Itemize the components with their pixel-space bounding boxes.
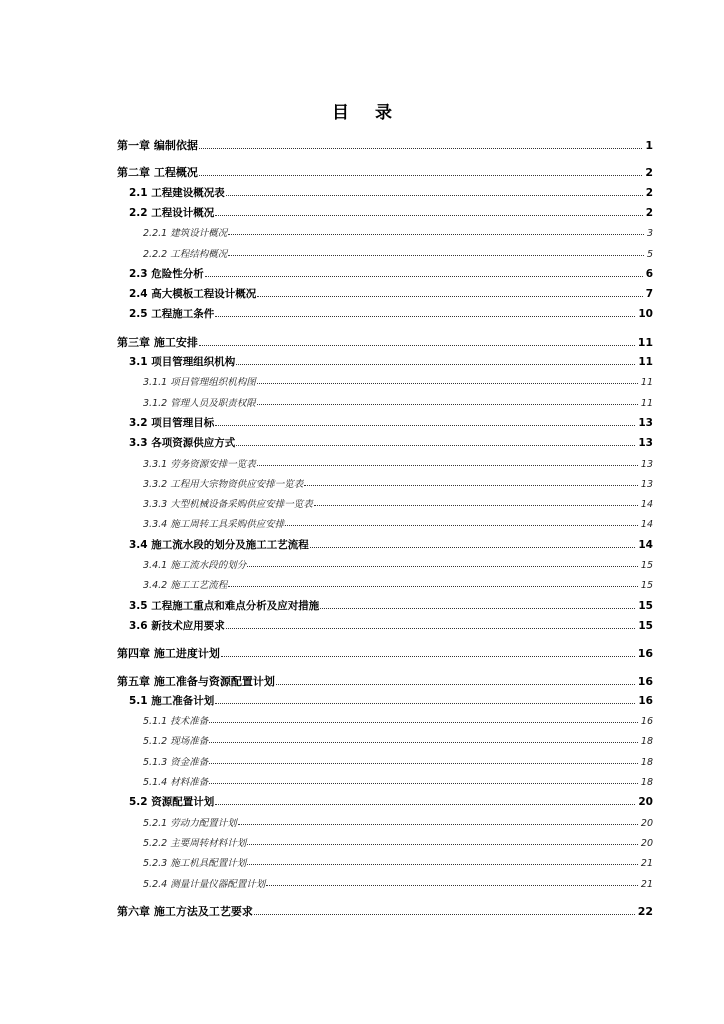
- toc-entry-label: 2.2 工程设计概况: [129, 206, 215, 219]
- toc-dot-leader: [226, 627, 636, 629]
- toc-page-number: 20: [640, 837, 653, 849]
- toc-subsection-entry[interactable]: [117, 374, 653, 388]
- toc-page-number: 5: [646, 248, 653, 260]
- toc-page-number: 11: [640, 377, 653, 389]
- toc-page-number: 21: [640, 858, 653, 870]
- toc-dot-leader: [199, 174, 643, 176]
- toc-chapter-entry[interactable]: [117, 164, 653, 180]
- toc-subsection-entry[interactable]: [117, 713, 653, 727]
- toc-subsection-entry[interactable]: [117, 876, 653, 890]
- toc-page-number: 16: [637, 647, 653, 661]
- toc-entry-label: 第一章 编制依据: [117, 139, 198, 152]
- toc-page-number: 13: [638, 437, 653, 450]
- toc-entry-label: 5.2.2 主要周转材料计划: [143, 837, 247, 849]
- toc-subsection-entry[interactable]: [117, 456, 653, 470]
- toc-page-number: 7: [645, 288, 653, 301]
- toc-subsection-entry[interactable]: [117, 733, 653, 747]
- toc-section-entry[interactable]: [117, 185, 653, 200]
- toc-dot-leader: [209, 762, 638, 764]
- toc-dot-leader: [236, 444, 635, 446]
- toc-subsection-entry[interactable]: [117, 754, 653, 768]
- toc-entry-label: 2.4 高大模板工程设计概况: [129, 288, 257, 301]
- toc-chapter-entry[interactable]: [117, 645, 653, 661]
- toc-dot-leader: [209, 782, 638, 784]
- toc-subsection-entry[interactable]: [117, 855, 653, 869]
- toc-dot-leader: [209, 741, 638, 743]
- toc-chapter-entry[interactable]: [117, 334, 653, 350]
- toc-subsection-entry[interactable]: [117, 476, 653, 490]
- toc-page-number: 15: [638, 619, 653, 632]
- toc-page-number: 13: [640, 458, 653, 470]
- toc-entry-label: 3.4.1 施工流水段的划分: [143, 560, 247, 571]
- toc-entry-label: 第四章 施工进度计划: [117, 647, 220, 661]
- toc-dot-leader: [209, 721, 638, 723]
- toc-page-number: 18: [640, 777, 653, 788]
- toc-dot-leader: [236, 363, 635, 365]
- toc-entry-label: 3.4 施工流水段的划分及施工工艺流程: [129, 538, 309, 551]
- toc-page-number: 20: [638, 796, 653, 809]
- toc-entry-label: 5.2.1 劳动力配置计划: [143, 817, 237, 829]
- toc-subsection-entry[interactable]: [117, 774, 653, 788]
- toc-dot-leader: [254, 913, 635, 915]
- toc-section-entry[interactable]: [117, 286, 653, 301]
- toc-entry-label: 3.3.3 大型机械设备采购供应安排一览表: [143, 499, 313, 511]
- toc-page-number: 11: [638, 356, 653, 368]
- toc-dot-leader: [285, 524, 638, 526]
- toc-dot-leader: [215, 315, 635, 317]
- toc-dot-leader: [310, 546, 636, 548]
- toc-entry-label: 5.1.4 材料准备: [143, 777, 209, 788]
- toc-subsection-entry[interactable]: [117, 225, 653, 239]
- toc-entry-label: 第三章 施工安排: [117, 335, 198, 349]
- toc-dot-leader: [238, 823, 638, 825]
- toc-chapter-entry[interactable]: [117, 903, 653, 919]
- toc-dot-leader: [266, 884, 638, 886]
- toc-page-number: 20: [640, 817, 653, 829]
- toc-entry-label: 3.3.2 工程用大宗物资供应安排一览表: [143, 478, 304, 490]
- toc-page-number: 22: [637, 904, 653, 918]
- toc-page-number: 16: [637, 674, 653, 688]
- toc-entry-label: 3.5 工程施工重点和难点分析及应对措施: [129, 599, 320, 612]
- toc-dot-leader: [215, 702, 635, 704]
- toc-entry-label: 3.4.2 施工工艺流程: [143, 580, 228, 592]
- toc-dot-leader: [228, 254, 644, 256]
- toc-page-number: 13: [638, 416, 653, 429]
- toc-dot-leader: [257, 295, 642, 297]
- toc-entry-label: 5.2.4 测量计量仪器配置计划: [143, 878, 266, 890]
- toc-section-entry[interactable]: [117, 537, 653, 552]
- toc-page-number: 16: [640, 716, 653, 728]
- toc-chapter-entry[interactable]: [117, 137, 653, 153]
- toc-section-entry[interactable]: [117, 266, 653, 281]
- toc-page-number: 16: [638, 694, 653, 707]
- toc-dot-leader: [199, 147, 643, 149]
- toc-chapter-entry[interactable]: [117, 673, 653, 689]
- toc-entry-label: 3.3 各项资源供应方式: [129, 437, 236, 450]
- toc-page-number: 11: [637, 335, 653, 349]
- toc-entry-label: 第二章 工程概况: [117, 166, 198, 180]
- toc-entry-label: 2.1 工程建设概况表: [129, 186, 225, 199]
- toc-page-number: 6: [645, 267, 653, 280]
- toc-page-number: 2: [645, 166, 653, 180]
- toc-entry-label: 5.1.2 现场准备: [143, 736, 209, 748]
- toc-page-number: 3: [646, 228, 653, 240]
- toc-page-number: 15: [640, 560, 653, 571]
- toc-page-number: 2: [645, 206, 653, 219]
- toc-page-number: 15: [640, 580, 653, 592]
- toc-section-entry[interactable]: [117, 306, 653, 321]
- toc-dot-leader: [247, 565, 638, 567]
- toc-dot-leader: [205, 275, 643, 277]
- toc-entry-label: 5.1.3 资金准备: [143, 756, 209, 768]
- toc-subsection-entry[interactable]: [117, 835, 653, 849]
- toc-dot-leader: [228, 233, 644, 235]
- toc-dot-leader: [221, 655, 635, 657]
- toc-page-number: 13: [640, 478, 653, 490]
- toc-section-entry[interactable]: [117, 354, 653, 369]
- toc-dot-leader: [226, 194, 643, 196]
- toc-entry-label: 3.3.4 施工周转工具采购供应安排: [143, 519, 285, 531]
- toc-dot-leader: [304, 484, 638, 486]
- toc-entry-label: 第五章 施工准备与资源配置计划: [117, 674, 275, 688]
- toc-entry-label: 3.6 新技术应用要求: [129, 619, 225, 632]
- toc-subsection-entry[interactable]: [117, 395, 653, 409]
- toc-section-entry[interactable]: [117, 415, 653, 430]
- toc-dot-leader: [215, 214, 642, 216]
- toc-page-number: 2: [645, 186, 653, 199]
- toc-page-number: 21: [640, 878, 653, 890]
- toc-entry-label: 第六章 施工方法及工艺要求: [117, 904, 253, 918]
- toc-subsection-entry[interactable]: [117, 516, 653, 530]
- toc-entry-label: 2.2.1 建筑设计概况: [143, 228, 228, 240]
- toc-entry-label: 3.2 项目管理目标: [129, 416, 215, 429]
- toc-dot-leader: [215, 424, 635, 426]
- toc-dot-leader: [247, 843, 638, 845]
- page-title: 目 录: [332, 103, 402, 123]
- toc-entry-label: 2.2.2 工程结构概况: [143, 248, 228, 260]
- toc-entry-label: 5.2.3 施工机具配置计划: [143, 858, 247, 870]
- toc-dot-leader: [257, 403, 638, 405]
- toc-dot-leader: [314, 504, 638, 506]
- toc-entry-label: 3.1.1 项目管理组织机构图: [143, 377, 256, 389]
- toc-page-number: 18: [640, 756, 653, 768]
- toc-section-entry[interactable]: [117, 435, 653, 450]
- toc-page-number: 1: [645, 139, 653, 152]
- toc-page-number: 18: [640, 736, 653, 748]
- toc-page-number: 11: [640, 397, 653, 409]
- toc-subsection-entry[interactable]: [117, 496, 653, 510]
- toc-entry-label: 5.2 资源配置计划: [129, 796, 215, 809]
- toc-dot-leader: [320, 607, 635, 609]
- toc-entry-label: 3.1.2 管理人员及职责权限: [143, 397, 256, 409]
- toc-entry-label: 2.3 危险性分析: [129, 267, 204, 280]
- toc-subsection-entry[interactable]: [117, 557, 653, 571]
- toc-section-entry[interactable]: [117, 693, 653, 708]
- toc-page-number: 14: [640, 499, 653, 511]
- toc-section-entry[interactable]: [117, 618, 653, 633]
- toc-entry-label: 2.5 工程施工条件: [129, 308, 215, 321]
- toc-dot-leader: [257, 382, 638, 384]
- toc-entry-label: 5.1 施工准备计划: [129, 694, 215, 707]
- toc-dot-leader: [228, 585, 638, 587]
- toc-dot-leader: [276, 683, 635, 685]
- toc-page-number: 14: [640, 519, 653, 531]
- toc-section-entry[interactable]: [117, 205, 653, 220]
- toc-dot-leader: [257, 464, 638, 466]
- toc-dot-leader: [215, 803, 635, 805]
- toc-section-entry[interactable]: [117, 598, 653, 613]
- toc-dot-leader: [199, 344, 635, 346]
- toc-page-number: 10: [638, 308, 653, 321]
- toc-section-entry[interactable]: [117, 794, 653, 809]
- toc-entry-label: 3.1 项目管理组织机构: [129, 356, 236, 368]
- toc-page-number: 15: [638, 599, 653, 612]
- toc-page-number: 14: [638, 538, 653, 551]
- toc-subsection-entry[interactable]: [117, 577, 653, 591]
- toc-dot-leader: [247, 863, 638, 865]
- toc-entry-label: 5.1.1 技术准备: [143, 716, 209, 728]
- toc-entry-label: 3.3.1 劳务资源安排一览表: [143, 458, 256, 470]
- toc-subsection-entry[interactable]: [117, 815, 653, 829]
- toc-subsection-entry[interactable]: [117, 246, 653, 260]
